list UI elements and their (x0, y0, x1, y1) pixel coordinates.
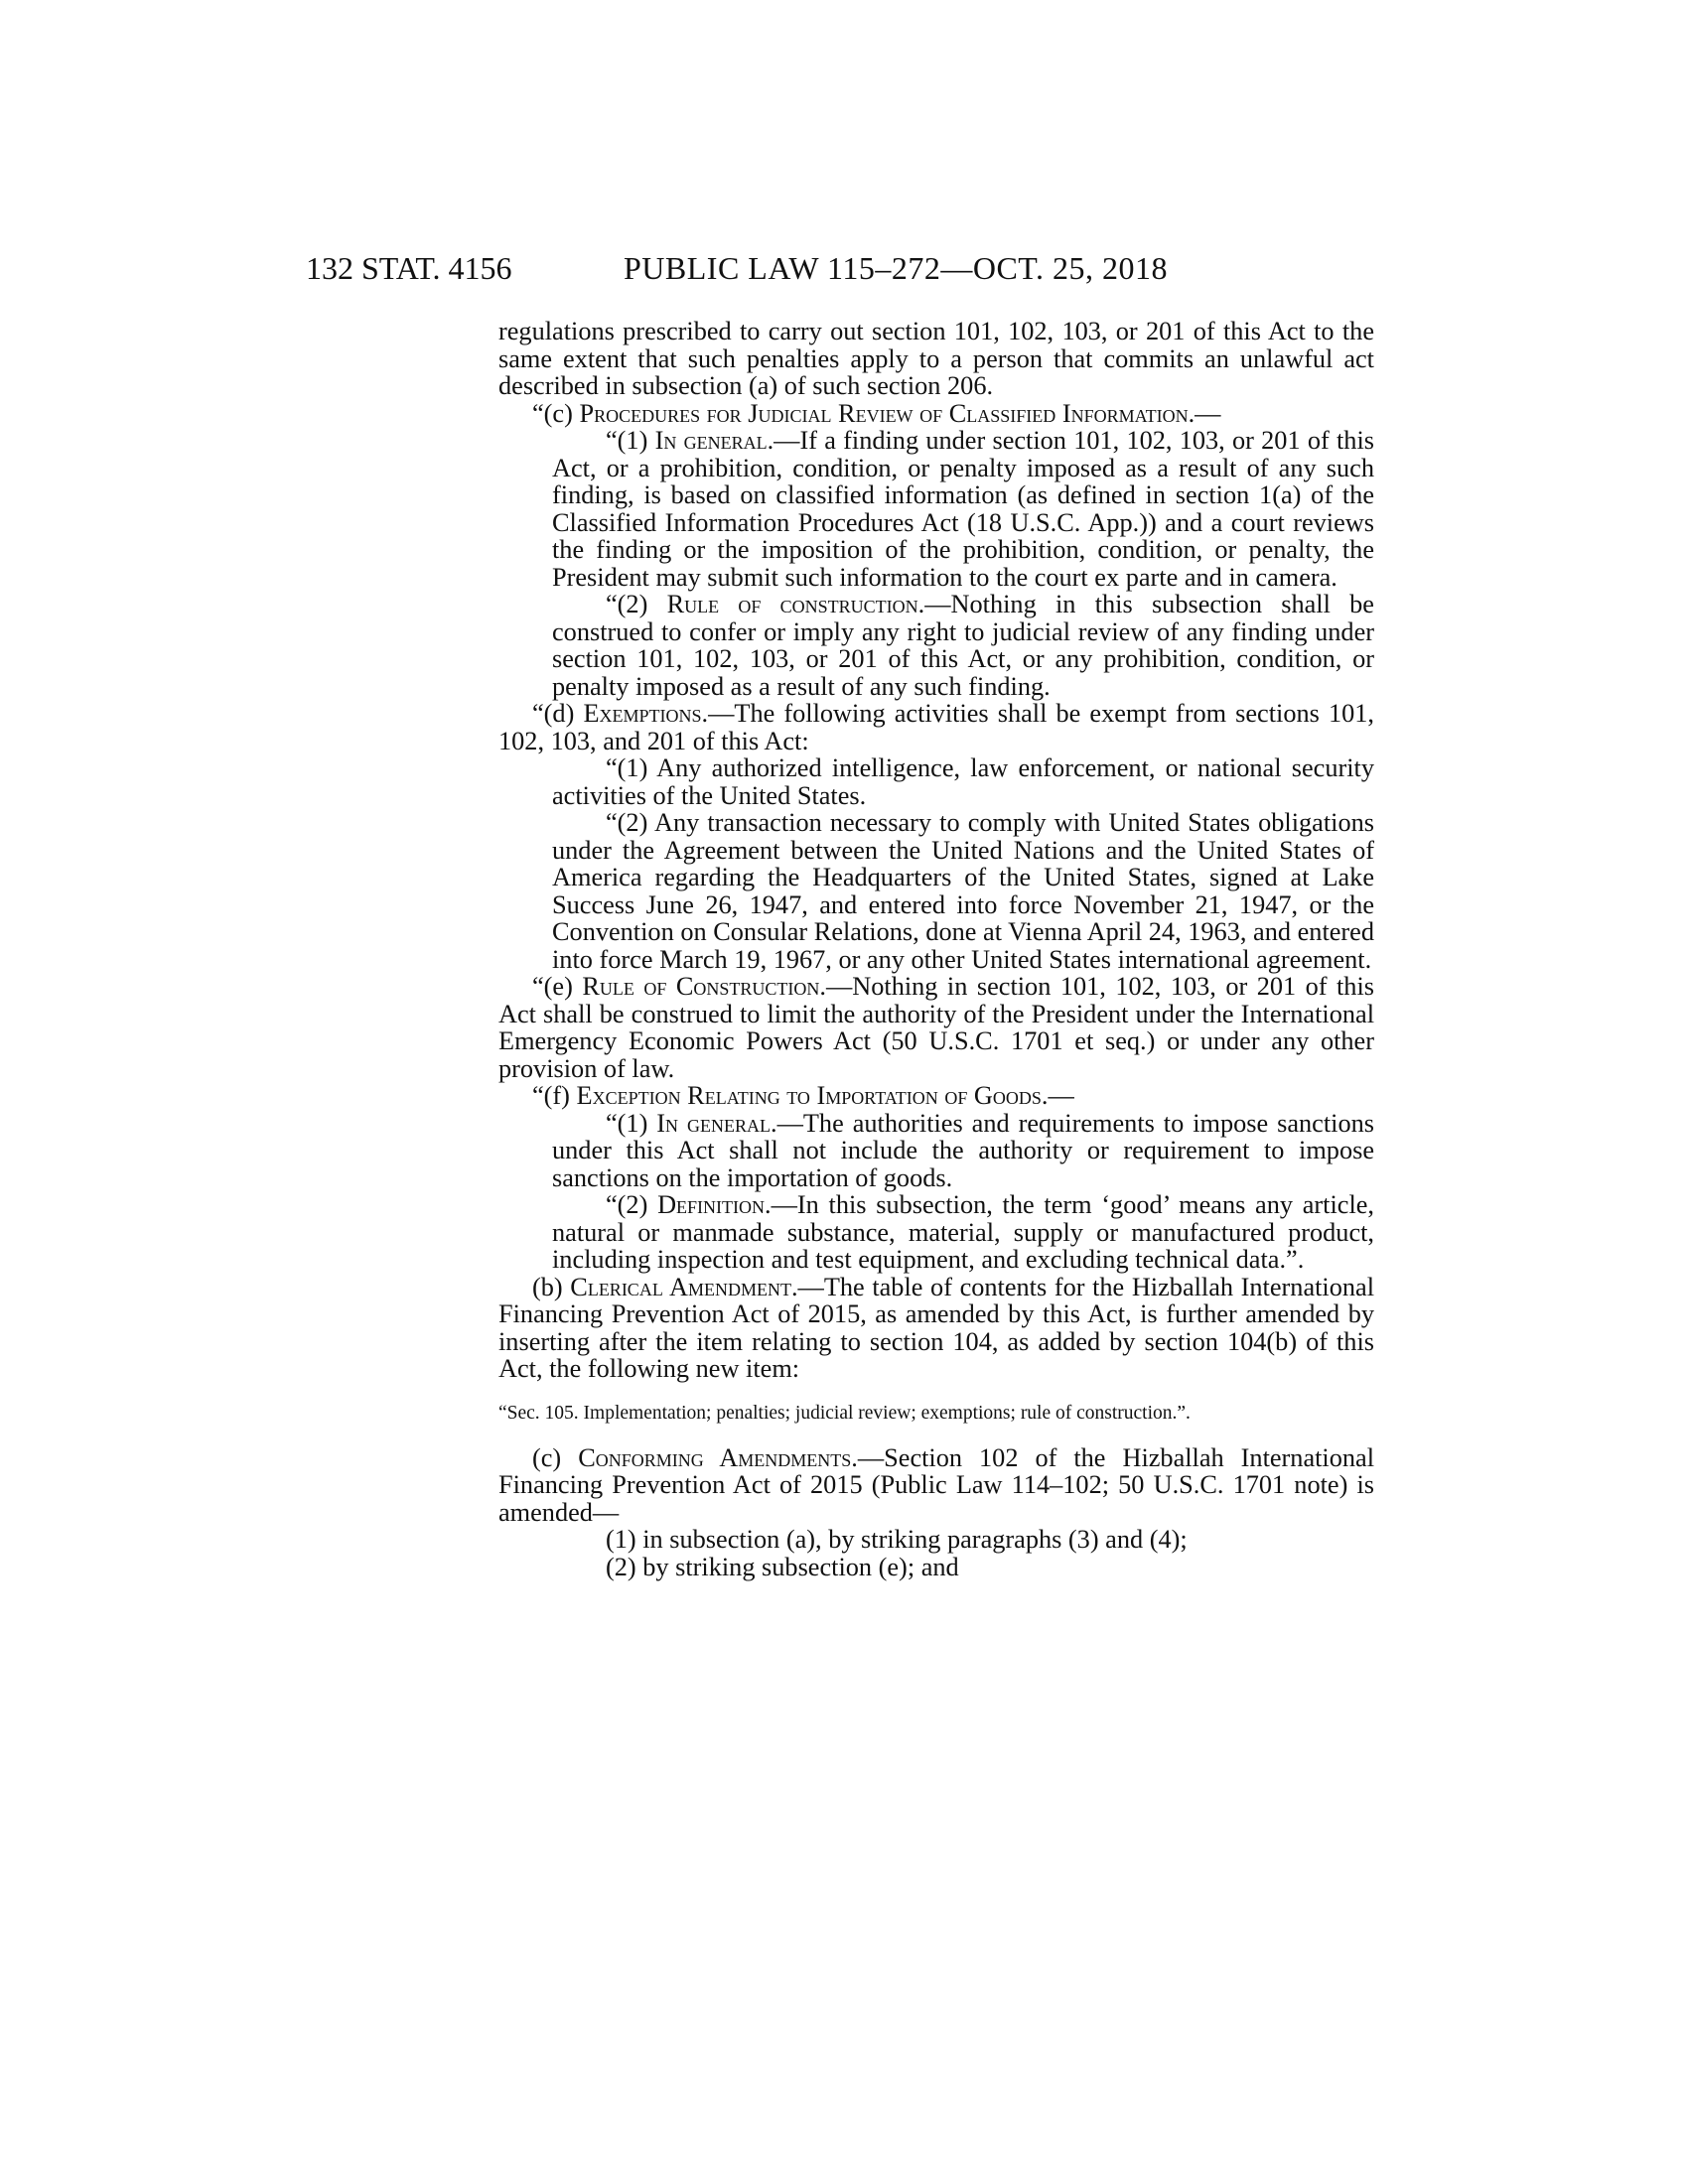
conforming-amendments: (c) Conforming Amendments.—Section 102 of the Hizballah International Financing Prevention Act of 2015 (Public Law 114–102; 50 U.S.C. 1701 note) is amended— (498, 1442, 1375, 1527)
subsection-c-paragraph-2: “(2) Rule of construction.—Nothing in this subsection shall be construed to confer or imply any right to judicial review of any finding under section 101, 102, 103, or 201 of this Act, or any prohibition, condition, or penalty imposed as a result of any such finding. (552, 590, 1374, 701)
document-body (498, 318, 1374, 1580)
conforming-amendment-item-1: (1) in subsection (a), by striking paragraphs (3) and (4); (606, 1525, 1188, 1554)
subsection-f-paragraph-2: “(2) Definition.—In this subsection, the term ‘good’ means any article, natural or manmade substance, material, supply or manufactured product, including inspection and test equipment, and excluding technical data.”. (552, 1190, 1374, 1274)
page-header (306, 246, 1378, 290)
subsection-d-paragraph-1: “(1) Any authorized intelligence, law enforcement, or national security activities of the United States. (552, 753, 1374, 810)
public-law-title: PUBLIC LAW 115–272—OCT. 25, 2018 (624, 250, 1168, 286)
subsection-e: “(e) Rule of Construction.—Nothing in section 101, 102, 103, or 201 of this Act shall be construed to limit the authority of the President under the International Emergency Economic Powers Act (50 U.S.C. 1701 et seq.) or under any other provision of law. (498, 972, 1374, 1083)
paragraph-continuation: regulations prescribed to carry out section 101, 102, 103, or 201 of this Act to the same extent that such penalties apply to a person that commits an unlawful act described in subsection (a) of such section 206. (498, 317, 1374, 400)
subsection-f-paragraph-1: “(1) In general.—The authorities and requirements to impose sanctions under this Act shall not include the authority or requirement to impose sanctions on the importation of goods. (552, 1108, 1374, 1192)
conforming-amendment-item-2: (2) by striking subsection (e); and (606, 1552, 959, 1581)
subsection-d-paragraph-2: “(2) Any transaction necessary to comply with United States obligations under the Agreement between the United Nations and the United States of America regarding the Headquarters of the United States, signed at Lake Success June 26, 1947, and entered into force November 21, 1947, or the Convention on Consular Relations, done at Vienna April 24, 1963, and entered into force March 19, 1967, or any other United States international agreement. (552, 808, 1374, 974)
statute-page-citation: 132 STAT. 4156 (306, 250, 512, 286)
table-of-contents-item: “Sec. 105. Implementation; penalties; judicial review; exemptions; rule of construction.”. (498, 1402, 1191, 1424)
subsection-d-heading: “(d) Exemptions.—The following activities shall be exempt from sections 101, 102, 103, and 201 of this Act: (498, 699, 1374, 755)
subsection-c-heading: “(c) Procedures for Judicial Review of Classified Information.— (532, 398, 1221, 428)
subsection-c-paragraph-1: “(1) In general.—If a finding under section 101, 102, 103, or 201 of this Act, or a prohibition, condition, or penalty imposed as a result of any such finding, is based on classified information (as defined in section 1(a) of the Classified Information Procedures Act (18 U.S.C. App.)) and a court reviews the finding or the imposition of the prohibition, condition, or penalty, the President may submit such information to the court ex parte and in camera. (552, 426, 1374, 592)
subsection-f-heading: “(f) Exception Relating to Importation of Goods.— (532, 1081, 1074, 1110)
clerical-amendment: (b) Clerical Amendment.—The table of contents for the Hizballah International Financing Prevention Act of 2015, as amended by this Act, is further amended by inserting after the item relating to section 104, as added by section 104(b) of this Act, the following new item: (498, 1272, 1375, 1383)
